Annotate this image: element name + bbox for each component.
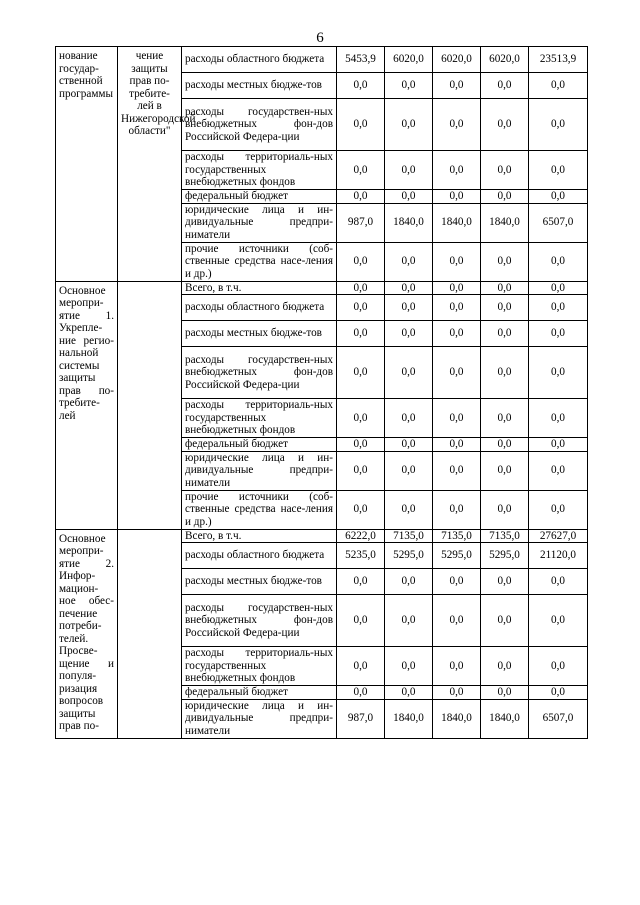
- year-value-cell: 0,0: [385, 151, 433, 190]
- year-value-cell: 6020,0: [481, 47, 529, 73]
- year-value-cell: 0,0: [481, 686, 529, 700]
- total-value-cell: 0,0: [529, 399, 588, 438]
- year-value-cell: 5295,0: [385, 543, 433, 569]
- year-value-cell: 0,0: [481, 490, 529, 529]
- year-value-cell: 0,0: [481, 295, 529, 321]
- year-value-cell: 0,0: [337, 647, 385, 686]
- activity-name-cell: Основное меропри-ятие 2. Инфор-мацион-ное обес-печение потреби-телей. Просве-щение и популя-ризация вопросов защиты прав по-: [56, 529, 118, 738]
- year-value-cell: 0,0: [337, 190, 385, 204]
- funding-source-cell: прочие источники (соб-ственные средства насе-ления и др.): [182, 490, 337, 529]
- year-value-cell: 0,0: [385, 242, 433, 281]
- year-value-cell: 5453,9: [337, 47, 385, 73]
- year-value-cell: 0,0: [433, 321, 481, 347]
- year-value-cell: 0,0: [433, 347, 481, 399]
- total-value-cell: 0,0: [529, 451, 588, 490]
- table-row: [56, 529, 588, 543]
- year-value-cell: 0,0: [337, 151, 385, 190]
- executor-cell: [118, 529, 182, 738]
- year-value-cell: 0,0: [337, 686, 385, 700]
- total-value-cell: 0,0: [529, 347, 588, 399]
- funding-source-cell: юридические лица и ин-дивидуальные предпри-ниматели: [182, 203, 337, 242]
- year-value-cell: 0,0: [337, 399, 385, 438]
- year-value-cell: 0,0: [385, 281, 433, 295]
- year-value-cell: 7135,0: [433, 529, 481, 543]
- year-value-cell: 0,0: [433, 569, 481, 595]
- year-value-cell: 0,0: [385, 569, 433, 595]
- year-value-cell: 0,0: [337, 438, 385, 452]
- year-value-cell: 1840,0: [481, 699, 529, 738]
- year-value-cell: 5295,0: [481, 543, 529, 569]
- year-value-cell: 0,0: [385, 399, 433, 438]
- year-value-cell: 0,0: [481, 99, 529, 151]
- page-number: 6: [316, 30, 324, 46]
- funding-source-cell: расходы областного бюджета: [182, 47, 337, 73]
- total-value-cell: 0,0: [529, 438, 588, 452]
- year-value-cell: 0,0: [481, 438, 529, 452]
- year-value-cell: 0,0: [385, 451, 433, 490]
- executor-cell: чение защиты прав по-требите-лей в Нижегородской области": [118, 47, 182, 282]
- year-value-cell: 7135,0: [481, 529, 529, 543]
- year-value-cell: 0,0: [433, 295, 481, 321]
- year-value-cell: 987,0: [337, 203, 385, 242]
- year-value-cell: 1840,0: [385, 699, 433, 738]
- year-value-cell: 1840,0: [433, 203, 481, 242]
- year-value-cell: 0,0: [481, 451, 529, 490]
- year-value-cell: 0,0: [433, 99, 481, 151]
- total-value-cell: 0,0: [529, 321, 588, 347]
- funding-table: [55, 46, 588, 739]
- year-value-cell: 0,0: [433, 438, 481, 452]
- year-value-cell: 0,0: [385, 647, 433, 686]
- funding-source-cell: расходы государствен-ных внебюджетных фон-дов Российской Федера-ции: [182, 595, 337, 647]
- year-value-cell: 0,0: [481, 242, 529, 281]
- funding-source-cell: расходы местных бюдже-тов: [182, 321, 337, 347]
- funding-source-cell: расходы государствен-ных внебюджетных фон-дов Российской Федера-ции: [182, 347, 337, 399]
- year-value-cell: 0,0: [481, 595, 529, 647]
- year-value-cell: 0,0: [481, 399, 529, 438]
- activity-name-cell: Основное меропри-ятие 1. Укрепле-ние регио-нальной системы защиты прав по-требите-лей: [56, 281, 118, 529]
- funding-source-cell: расходы территориаль-ных государственных внебюджетных фондов: [182, 151, 337, 190]
- total-value-cell: 6507,0: [529, 699, 588, 738]
- funding-source-cell: расходы местных бюдже-тов: [182, 73, 337, 99]
- year-value-cell: 7135,0: [385, 529, 433, 543]
- funding-source-cell: расходы территориаль-ных государственных внебюджетных фондов: [182, 399, 337, 438]
- year-value-cell: 1840,0: [385, 203, 433, 242]
- funding-source-cell: Всего, в т.ч.: [182, 281, 337, 295]
- year-value-cell: 0,0: [385, 438, 433, 452]
- year-value-cell: 0,0: [481, 569, 529, 595]
- year-value-cell: 0,0: [481, 151, 529, 190]
- total-value-cell: 0,0: [529, 242, 588, 281]
- total-value-cell: 0,0: [529, 569, 588, 595]
- year-value-cell: 0,0: [385, 73, 433, 99]
- total-value-cell: 0,0: [529, 190, 588, 204]
- funding-source-cell: федеральный бюджет: [182, 686, 337, 700]
- total-value-cell: 0,0: [529, 151, 588, 190]
- year-value-cell: 0,0: [385, 595, 433, 647]
- year-value-cell: 0,0: [433, 281, 481, 295]
- year-value-cell: 6020,0: [433, 47, 481, 73]
- year-value-cell: 0,0: [385, 686, 433, 700]
- year-value-cell: 0,0: [385, 321, 433, 347]
- year-value-cell: 0,0: [481, 347, 529, 399]
- year-value-cell: 0,0: [481, 73, 529, 99]
- year-value-cell: 0,0: [481, 647, 529, 686]
- total-value-cell: 0,0: [529, 686, 588, 700]
- total-value-cell: 0,0: [529, 99, 588, 151]
- year-value-cell: 0,0: [481, 190, 529, 204]
- funding-source-cell: прочие источники (соб-ственные средства насе-ления и др.): [182, 242, 337, 281]
- year-value-cell: 0,0: [337, 295, 385, 321]
- total-value-cell: 21120,0: [529, 543, 588, 569]
- year-value-cell: 0,0: [337, 451, 385, 490]
- year-value-cell: 6020,0: [385, 47, 433, 73]
- year-value-cell: 0,0: [385, 490, 433, 529]
- total-value-cell: 27627,0: [529, 529, 588, 543]
- year-value-cell: 1840,0: [433, 699, 481, 738]
- funding-source-cell: юридические лица и ин-дивидуальные предпри-ниматели: [182, 699, 337, 738]
- year-value-cell: 0,0: [433, 242, 481, 281]
- funding-source-cell: Всего, в т.ч.: [182, 529, 337, 543]
- year-value-cell: 0,0: [433, 647, 481, 686]
- year-value-cell: 0,0: [385, 99, 433, 151]
- year-value-cell: 0,0: [433, 686, 481, 700]
- year-value-cell: 0,0: [433, 451, 481, 490]
- funding-source-cell: расходы областного бюджета: [182, 543, 337, 569]
- activity-name-cell: нование государ-ственной программы: [56, 47, 118, 282]
- total-value-cell: 0,0: [529, 281, 588, 295]
- year-value-cell: 0,0: [481, 281, 529, 295]
- year-value-cell: 987,0: [337, 699, 385, 738]
- year-value-cell: 6222,0: [337, 529, 385, 543]
- table-row: [56, 47, 588, 73]
- year-value-cell: 0,0: [385, 190, 433, 204]
- year-value-cell: 0,0: [433, 151, 481, 190]
- year-value-cell: 1840,0: [481, 203, 529, 242]
- year-value-cell: 0,0: [433, 490, 481, 529]
- year-value-cell: 0,0: [385, 347, 433, 399]
- total-value-cell: 0,0: [529, 490, 588, 529]
- executor-cell: [118, 281, 182, 529]
- year-value-cell: 0,0: [385, 295, 433, 321]
- funding-source-cell: федеральный бюджет: [182, 438, 337, 452]
- table-body: [56, 47, 588, 739]
- year-value-cell: 0,0: [337, 281, 385, 295]
- year-value-cell: 0,0: [337, 569, 385, 595]
- funding-source-cell: расходы областного бюджета: [182, 295, 337, 321]
- year-value-cell: 0,0: [481, 321, 529, 347]
- total-value-cell: 0,0: [529, 595, 588, 647]
- year-value-cell: 0,0: [337, 242, 385, 281]
- year-value-cell: 0,0: [433, 399, 481, 438]
- year-value-cell: 5235,0: [337, 543, 385, 569]
- year-value-cell: 0,0: [337, 321, 385, 347]
- year-value-cell: 0,0: [433, 595, 481, 647]
- funding-source-cell: расходы территориаль-ных государственных внебюджетных фондов: [182, 647, 337, 686]
- total-value-cell: 0,0: [529, 647, 588, 686]
- total-value-cell: 0,0: [529, 295, 588, 321]
- funding-source-cell: федеральный бюджет: [182, 190, 337, 204]
- year-value-cell: 0,0: [337, 595, 385, 647]
- total-value-cell: 23513,9: [529, 47, 588, 73]
- year-value-cell: 0,0: [337, 490, 385, 529]
- table-row: [56, 281, 588, 295]
- year-value-cell: 0,0: [337, 347, 385, 399]
- year-value-cell: 0,0: [433, 73, 481, 99]
- total-value-cell: 0,0: [529, 73, 588, 99]
- total-value-cell: 6507,0: [529, 203, 588, 242]
- year-value-cell: 0,0: [337, 99, 385, 151]
- funding-source-cell: юридические лица и ин-дивидуальные предпри-ниматели: [182, 451, 337, 490]
- year-value-cell: 0,0: [337, 73, 385, 99]
- year-value-cell: 0,0: [433, 190, 481, 204]
- funding-source-cell: расходы государствен-ных внебюджетных фон-дов Российской Федера-ции: [182, 99, 337, 151]
- funding-source-cell: расходы местных бюдже-тов: [182, 569, 337, 595]
- year-value-cell: 5295,0: [433, 543, 481, 569]
